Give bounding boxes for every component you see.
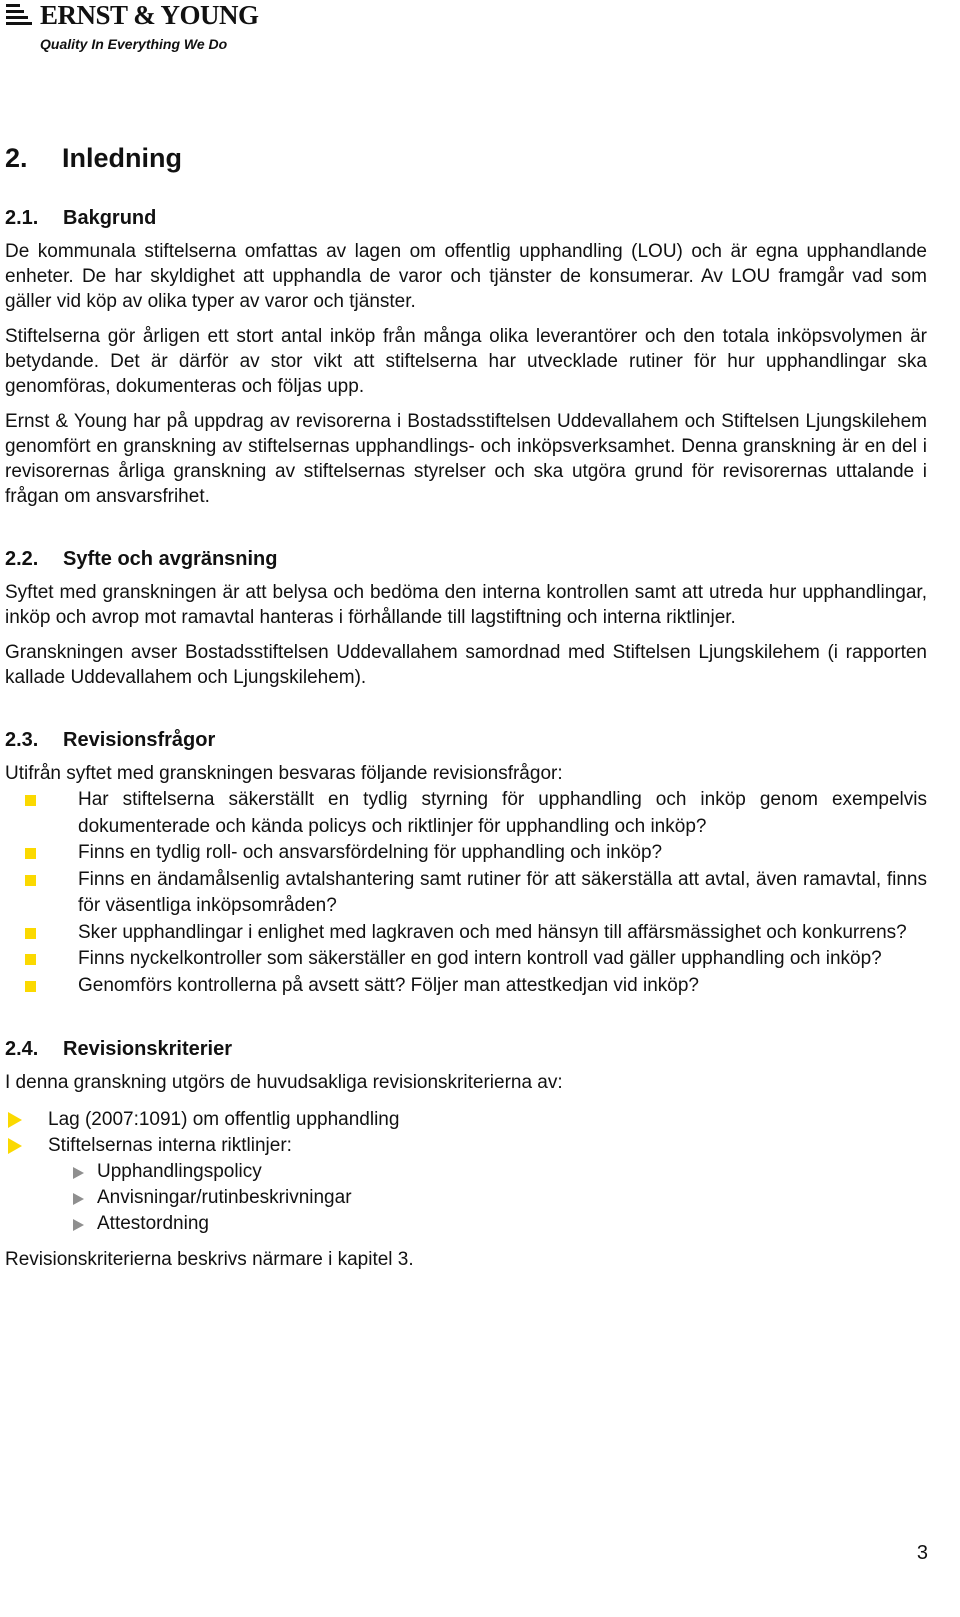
- paragraph: Syftet med granskningen är att belysa och bedöma den interna kontrollen samt att utreda hur upphandlingar, inköp och avrop mot ramavtal hanteras i förhållande till lagstiftning och interna riktlinjer.: [5, 582, 927, 628]
- section-heading-revisionskriterier: [5, 1035, 927, 1063]
- criteria-list: [5, 1107, 927, 1159]
- small-triangle-bullet-icon: [73, 1193, 84, 1205]
- paragraph: Utifrån syftet med granskningen besvaras följande revisionsfrågor:: [5, 763, 563, 784]
- list-item-text: Upphandlingspolicy: [97, 1161, 262, 1182]
- chapter-number: 2.: [5, 143, 28, 173]
- chapter-heading: [5, 138, 927, 178]
- square-bullet-icon: [25, 848, 36, 859]
- paragraph: Stiftelserna gör årligen ett stort antal inköp från många olika leverantörer och den totala inköpsvolymen är betydande. Det är därför av stor vikt att stiftelserna har utvecklade rutiner för hur upphandlingar ska genomföras, dokumenteras och följas upp.: [5, 326, 927, 397]
- list-item-text: Genomförs kontrollerna på avsett sätt? Följer man attestkedjan vid inköp?: [78, 974, 699, 996]
- small-triangle-bullet-icon: [73, 1167, 84, 1179]
- section-number: 2.3.: [5, 729, 39, 751]
- paragraph: Revisionskriterierna beskrivs närmare i kapitel 3.: [5, 1249, 414, 1270]
- list-item-text: Finns en ändamålsenlig avtalshantering samt rutiner för att säkerställa att avtal, även ramavtal, finns för väsentliga inköpsområden?: [78, 868, 927, 916]
- section-number: 2.2.: [5, 548, 39, 570]
- list-item-text: Stiftelsernas interna riktlinjer:: [48, 1135, 292, 1156]
- section-title: Revisionsfrågor: [63, 729, 216, 751]
- paragraph: De kommunala stiftelserna omfattas av lagen om offentlig upphandling (LOU) och är egna upphandlande enheter. De har skyldighet att upphandla de varor och tjänster de konsumerar. Av LOU framgår vad som gäller vid köp av olika typer av varor och tjänster.: [5, 241, 927, 312]
- list-item: [5, 867, 927, 920]
- section-number: 2.4.: [5, 1038, 39, 1060]
- paragraph: I denna granskning utgörs de huvudsakliga revisionskriterierna av:: [5, 1072, 563, 1093]
- triangle-bullet-icon: [8, 1112, 22, 1128]
- list-item-text: Attestordning: [97, 1213, 209, 1234]
- small-triangle-bullet-icon: [73, 1219, 84, 1231]
- square-bullet-icon: [25, 981, 36, 992]
- sub-criteria-list: [5, 1159, 927, 1237]
- list-item: [5, 973, 927, 1000]
- question-list: [5, 787, 927, 999]
- square-bullet-icon: [25, 795, 36, 806]
- section-heading-bakgrund: [5, 204, 927, 232]
- company-header: [6, 2, 326, 58]
- list-item-text: Har stiftelserna säkerställt en tydlig styrning för upphandling och inköp genom exempelvis dokumenterade och kända policys och riktlinjer för upphandling och inköp?: [78, 789, 927, 837]
- tagline: Quality In Everything We Do: [40, 36, 228, 52]
- list-item: [5, 840, 927, 867]
- section-title: Revisionskriterier: [63, 1038, 232, 1060]
- list-item: [5, 1133, 927, 1159]
- section-number: 2.1.: [5, 207, 39, 229]
- list-item: [5, 946, 927, 973]
- list-item: [5, 1159, 927, 1185]
- paragraph: Ernst & Young har på uppdrag av revisorerna i Bostadsstiftelsen Uddevallahem och Stiftelsen Ljungskilehem genomfört en granskning av stiftelsernas upphandlings- och inköpsverksamhet. Denna granskning är en del i revisorernas årliga granskning av stiftelsernas styrelser och ska utgöra grund för revisorernas uttalande i frågan om ansvarsfrihet.: [5, 411, 927, 507]
- list-item-text: Finns nyckelkontroller som säkerställer en god intern kontroll vad gäller upphandling och inköp?: [78, 948, 882, 969]
- chapter-title: Inledning: [62, 143, 182, 173]
- square-bullet-icon: [25, 954, 36, 965]
- square-bullet-icon: [25, 928, 36, 939]
- list-item: [5, 920, 927, 947]
- list-item: [5, 1211, 927, 1237]
- list-item: [5, 787, 927, 840]
- logo-text: ERNST & YOUNG: [40, 0, 259, 30]
- document-body: [5, 138, 927, 1282]
- ey-logo-icon: [6, 4, 34, 28]
- list-item-text: Lag (2007:1091) om offentlig upphandling: [48, 1109, 400, 1130]
- section-title: Bakgrund: [63, 207, 157, 229]
- section-title: Syfte och avgränsning: [63, 548, 278, 570]
- triangle-bullet-icon: [8, 1138, 22, 1154]
- list-item-text: Anvisningar/rutinbeskrivningar: [97, 1187, 352, 1208]
- list-item-text: Finns en tydlig roll- och ansvarsfördelning för upphandling och inköp?: [78, 842, 663, 863]
- list-item: [5, 1107, 927, 1133]
- list-item-text: Sker upphandlingar i enlighet med lagkraven och med hänsyn till affärsmässighet och konkurrens?: [78, 921, 907, 943]
- section-heading-syfte: [5, 545, 927, 573]
- list-item: [5, 1185, 927, 1211]
- section-heading-revisionsfragor: [5, 726, 927, 754]
- paragraph: Granskningen avser Bostadsstiftelsen Uddevallahem samordnad med Stiftelsen Ljungskilehem (i rapporten kallade Uddevallahem och Ljungskilehem).: [5, 642, 927, 688]
- page-number: 3: [916, 1542, 928, 1564]
- square-bullet-icon: [25, 875, 36, 886]
